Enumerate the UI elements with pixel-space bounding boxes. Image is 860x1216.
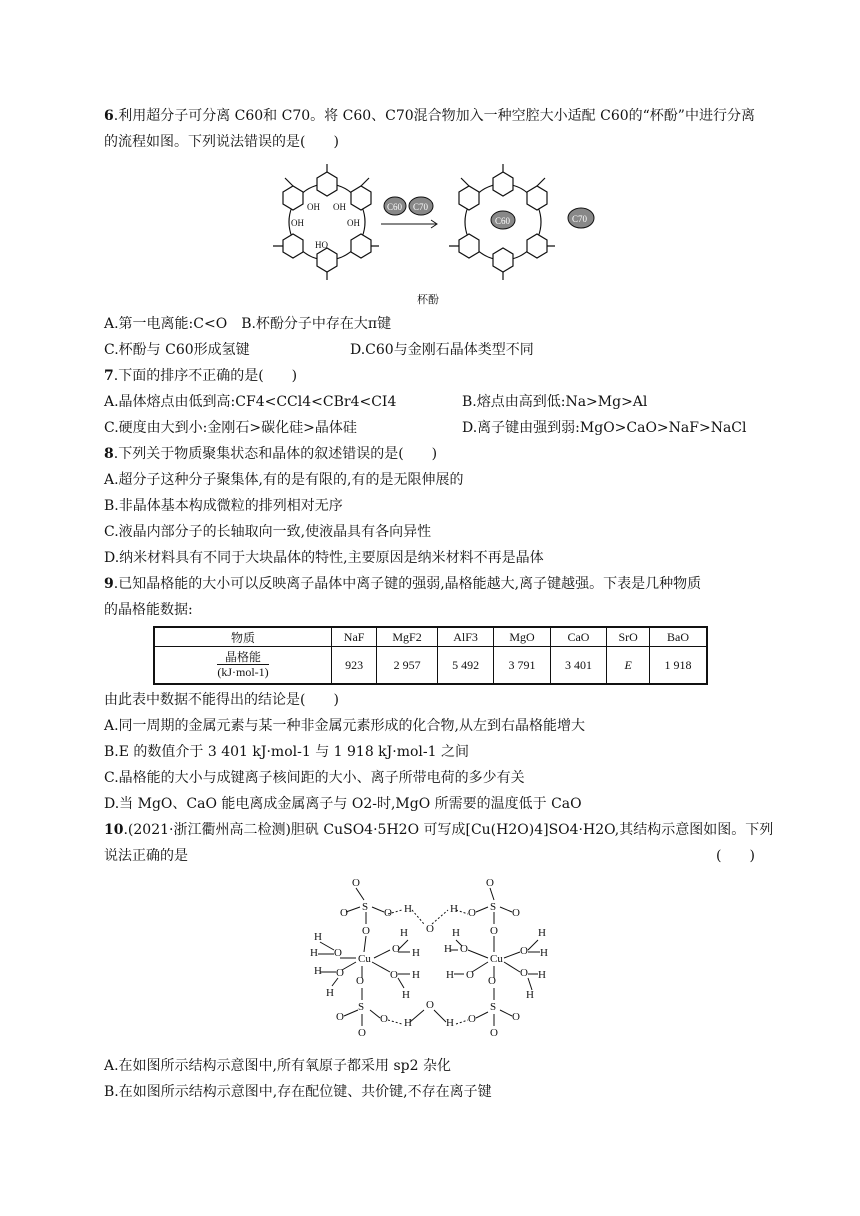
process-arrow: [381, 220, 437, 228]
svg-text:O: O: [468, 1013, 476, 1025]
svg-text:H: H: [412, 969, 420, 981]
copper-sulfate-structure: [300, 874, 560, 1044]
table-cell: AlF3: [437, 627, 493, 647]
svg-text:S: S: [362, 901, 369, 913]
svg-text:H: H: [402, 989, 410, 1001]
table-cell: 1 918: [650, 647, 707, 685]
svg-text:O: O: [460, 943, 468, 955]
svg-text:O: O: [362, 925, 370, 937]
svg-text:O: O: [340, 907, 348, 919]
svg-text:S: S: [358, 1001, 365, 1013]
svg-text:Cu: Cu: [358, 953, 371, 965]
q8-option-d: D.纳米材料具有不同于大块晶体的特性,主要原因是纳米材料不再是晶体: [104, 550, 544, 566]
q8-option-b: B.非晶体基本构成微粒的排列相对无序: [104, 498, 343, 514]
svg-text:O: O: [392, 943, 400, 955]
q8-number: 8: [104, 446, 114, 462]
q9-option-d: D.当 MgO、CaO 能电离成金属离子与 O2-时,MgO 所需要的温度低于 CaO: [104, 796, 582, 812]
svg-text:C60: C60: [495, 216, 511, 226]
q10-option-a: A.在如图所示结构示意图中,所有氧原子都采用 sp2 杂化: [104, 1058, 451, 1074]
svg-text:O: O: [490, 925, 498, 937]
q6-number: 6: [104, 108, 114, 124]
svg-text:H: H: [314, 965, 322, 977]
svg-text:O: O: [352, 877, 360, 889]
q6-option-d: D.C60与金刚石晶体类型不同: [350, 342, 534, 358]
table-cell: 5 492: [437, 647, 493, 685]
svg-text:O: O: [426, 999, 434, 1011]
svg-text:O: O: [358, 1027, 366, 1039]
q8-option-a: A.超分子这种分子聚集体,有的是有限的,有的是无限伸展的: [104, 472, 464, 488]
svg-text:H: H: [526, 989, 534, 1001]
c70-label: C70: [413, 202, 429, 212]
table-cell: 923: [332, 647, 377, 685]
q9-option-b: B.E 的数值介于 3 401 kJ·mol-1 与 1 918 kJ·mol-1 之间: [104, 744, 469, 760]
svg-text:H: H: [314, 931, 322, 943]
table-cell: E: [607, 647, 650, 685]
svg-text:H: H: [538, 927, 546, 939]
q10-number: 10: [104, 822, 124, 838]
table-value-row: [154, 647, 707, 685]
table-cell: BaO: [650, 627, 707, 647]
svg-text:OH: OH: [333, 202, 346, 212]
q7-option-d: D.离子键由强到弱:MgO>CaO>NaF>NaCl: [462, 420, 747, 436]
table-cell: 3 401: [550, 647, 606, 685]
svg-text:O: O: [512, 907, 520, 919]
q7-option-a: A.晶体熔点由低到高:CF4<CCl4<CBr4<CI4: [104, 394, 397, 410]
svg-text:O: O: [520, 945, 528, 957]
svg-text:OH: OH: [291, 218, 304, 228]
svg-text:O: O: [384, 907, 392, 919]
svg-text:H: H: [540, 947, 548, 959]
svg-text:OH: OH: [347, 218, 360, 228]
svg-text:O: O: [356, 975, 364, 987]
calixarene-figure: [255, 160, 605, 288]
svg-text:H: H: [400, 927, 408, 939]
table-cell: NaF: [332, 627, 377, 647]
table-header-row: [154, 627, 707, 647]
svg-text:H: H: [326, 987, 334, 999]
svg-text:O: O: [468, 907, 476, 919]
svg-text:H: H: [446, 969, 454, 981]
svg-text:H: H: [444, 943, 452, 955]
svg-text:O: O: [426, 923, 434, 935]
svg-text:O: O: [488, 975, 496, 987]
table-cell: CaO: [550, 627, 606, 647]
svg-text:H: H: [310, 947, 318, 959]
q10-stem-line2: 说法正确的是: [104, 848, 188, 864]
svg-text:H: H: [404, 903, 412, 915]
svg-text:H: H: [404, 1017, 412, 1029]
svg-text:HO: HO: [315, 240, 328, 250]
q6-text-1: .利用超分子可分离 C60和 C70。将 C60、C70混合物加入一种空腔大小适配 C60的“杯酚”中进行分离: [113, 108, 755, 124]
q6-option-ab: A.第一电离能:C<O B.杯酚分子中存在大π键: [104, 316, 392, 332]
q7-stem: 7.下面的排序不正确的是( ): [104, 368, 298, 384]
table-cell: 2 957: [377, 647, 438, 685]
svg-text:H: H: [450, 903, 458, 915]
svg-text:H: H: [412, 947, 420, 959]
q8-stem: 8.下列关于物质聚集状态和晶体的叙述错误的是( ): [104, 446, 438, 462]
q6-stem-line2: 的流程如图。下列说法错误的是( ): [104, 134, 339, 150]
q9-option-c: C.晶格能的大小与成键离子核间距的大小、离子所带电荷的多少有关: [104, 770, 525, 786]
svg-text:O: O: [466, 969, 474, 981]
q7-number: 7: [104, 368, 114, 384]
table-cell: 3 791: [494, 647, 550, 685]
q9-stem-line2: 的晶格能数据:: [104, 602, 193, 618]
lattice-energy-table: [153, 626, 708, 685]
q9-option-a: A.同一周期的金属元素与某一种非金属元素形成的化合物,从左到右晶格能增大: [104, 718, 586, 734]
q7-option-c: C.硬度由大到小:金刚石>碳化硅>晶体硅: [104, 420, 357, 436]
q10-option-b: B.在如图所示结构示意图中,存在配位键、共价键,不存在离子键: [104, 1084, 492, 1100]
q8-option-c: C.液晶内部分子的长轴取向一致,使液晶具有各向异性: [104, 524, 432, 540]
svg-text:O: O: [520, 967, 528, 979]
c60-label: C60: [387, 202, 403, 212]
q10-stem-line1: 10.(2021·浙江衢州高二检测)胆矾 CuSO4·5H2O 可写成[Cu(H2O)4]SO4·H2O,其结构示意图如图。下列: [104, 822, 774, 838]
svg-text:O: O: [390, 969, 398, 981]
figure-caption: 杯酚: [417, 293, 439, 306]
q9-stem2: 由此表中数据不能得出的结论是( ): [104, 692, 339, 708]
svg-text:O: O: [336, 1011, 344, 1023]
svg-text:H: H: [538, 969, 546, 981]
calixarene-empty: [273, 164, 379, 280]
svg-text:S: S: [490, 1001, 497, 1013]
table-cell: MgO: [494, 627, 550, 647]
svg-text:O: O: [486, 877, 494, 889]
svg-text:O: O: [380, 1013, 388, 1025]
table-cell: MgF2: [377, 627, 438, 647]
q6-stem-line1: [104, 106, 755, 126]
svg-text:S: S: [490, 901, 497, 913]
q9-stem-line1: 9.已知晶格能的大小可以反映离子晶体中离子键的强弱,晶格能越大,离子键越强。下表是几种物质: [104, 576, 702, 592]
header-label: 物质: [154, 627, 332, 647]
svg-text:O: O: [334, 947, 342, 959]
q6-option-c: C.杯酚与 C60形成氢键: [104, 342, 250, 358]
q7-option-b: B.熔点由高到低:Na>Mg>Al: [462, 394, 648, 410]
svg-text:Cu: Cu: [490, 953, 503, 965]
q10-answer-paren: ( ): [716, 848, 755, 864]
svg-text:O: O: [336, 967, 344, 979]
table-cell: SrO: [607, 627, 650, 647]
svg-text:O: O: [490, 1027, 498, 1039]
svg-text:O: O: [512, 1011, 520, 1023]
svg-text:H: H: [452, 927, 460, 939]
row-label: $\frac{\text{晶格能}}{\text{(kJ·mol-1)}}$: [154, 647, 332, 685]
svg-text:C70: C70: [572, 214, 588, 224]
svg-text:H: H: [446, 1017, 454, 1029]
q9-number: 9: [104, 576, 114, 592]
svg-text:OH: OH: [307, 202, 320, 212]
